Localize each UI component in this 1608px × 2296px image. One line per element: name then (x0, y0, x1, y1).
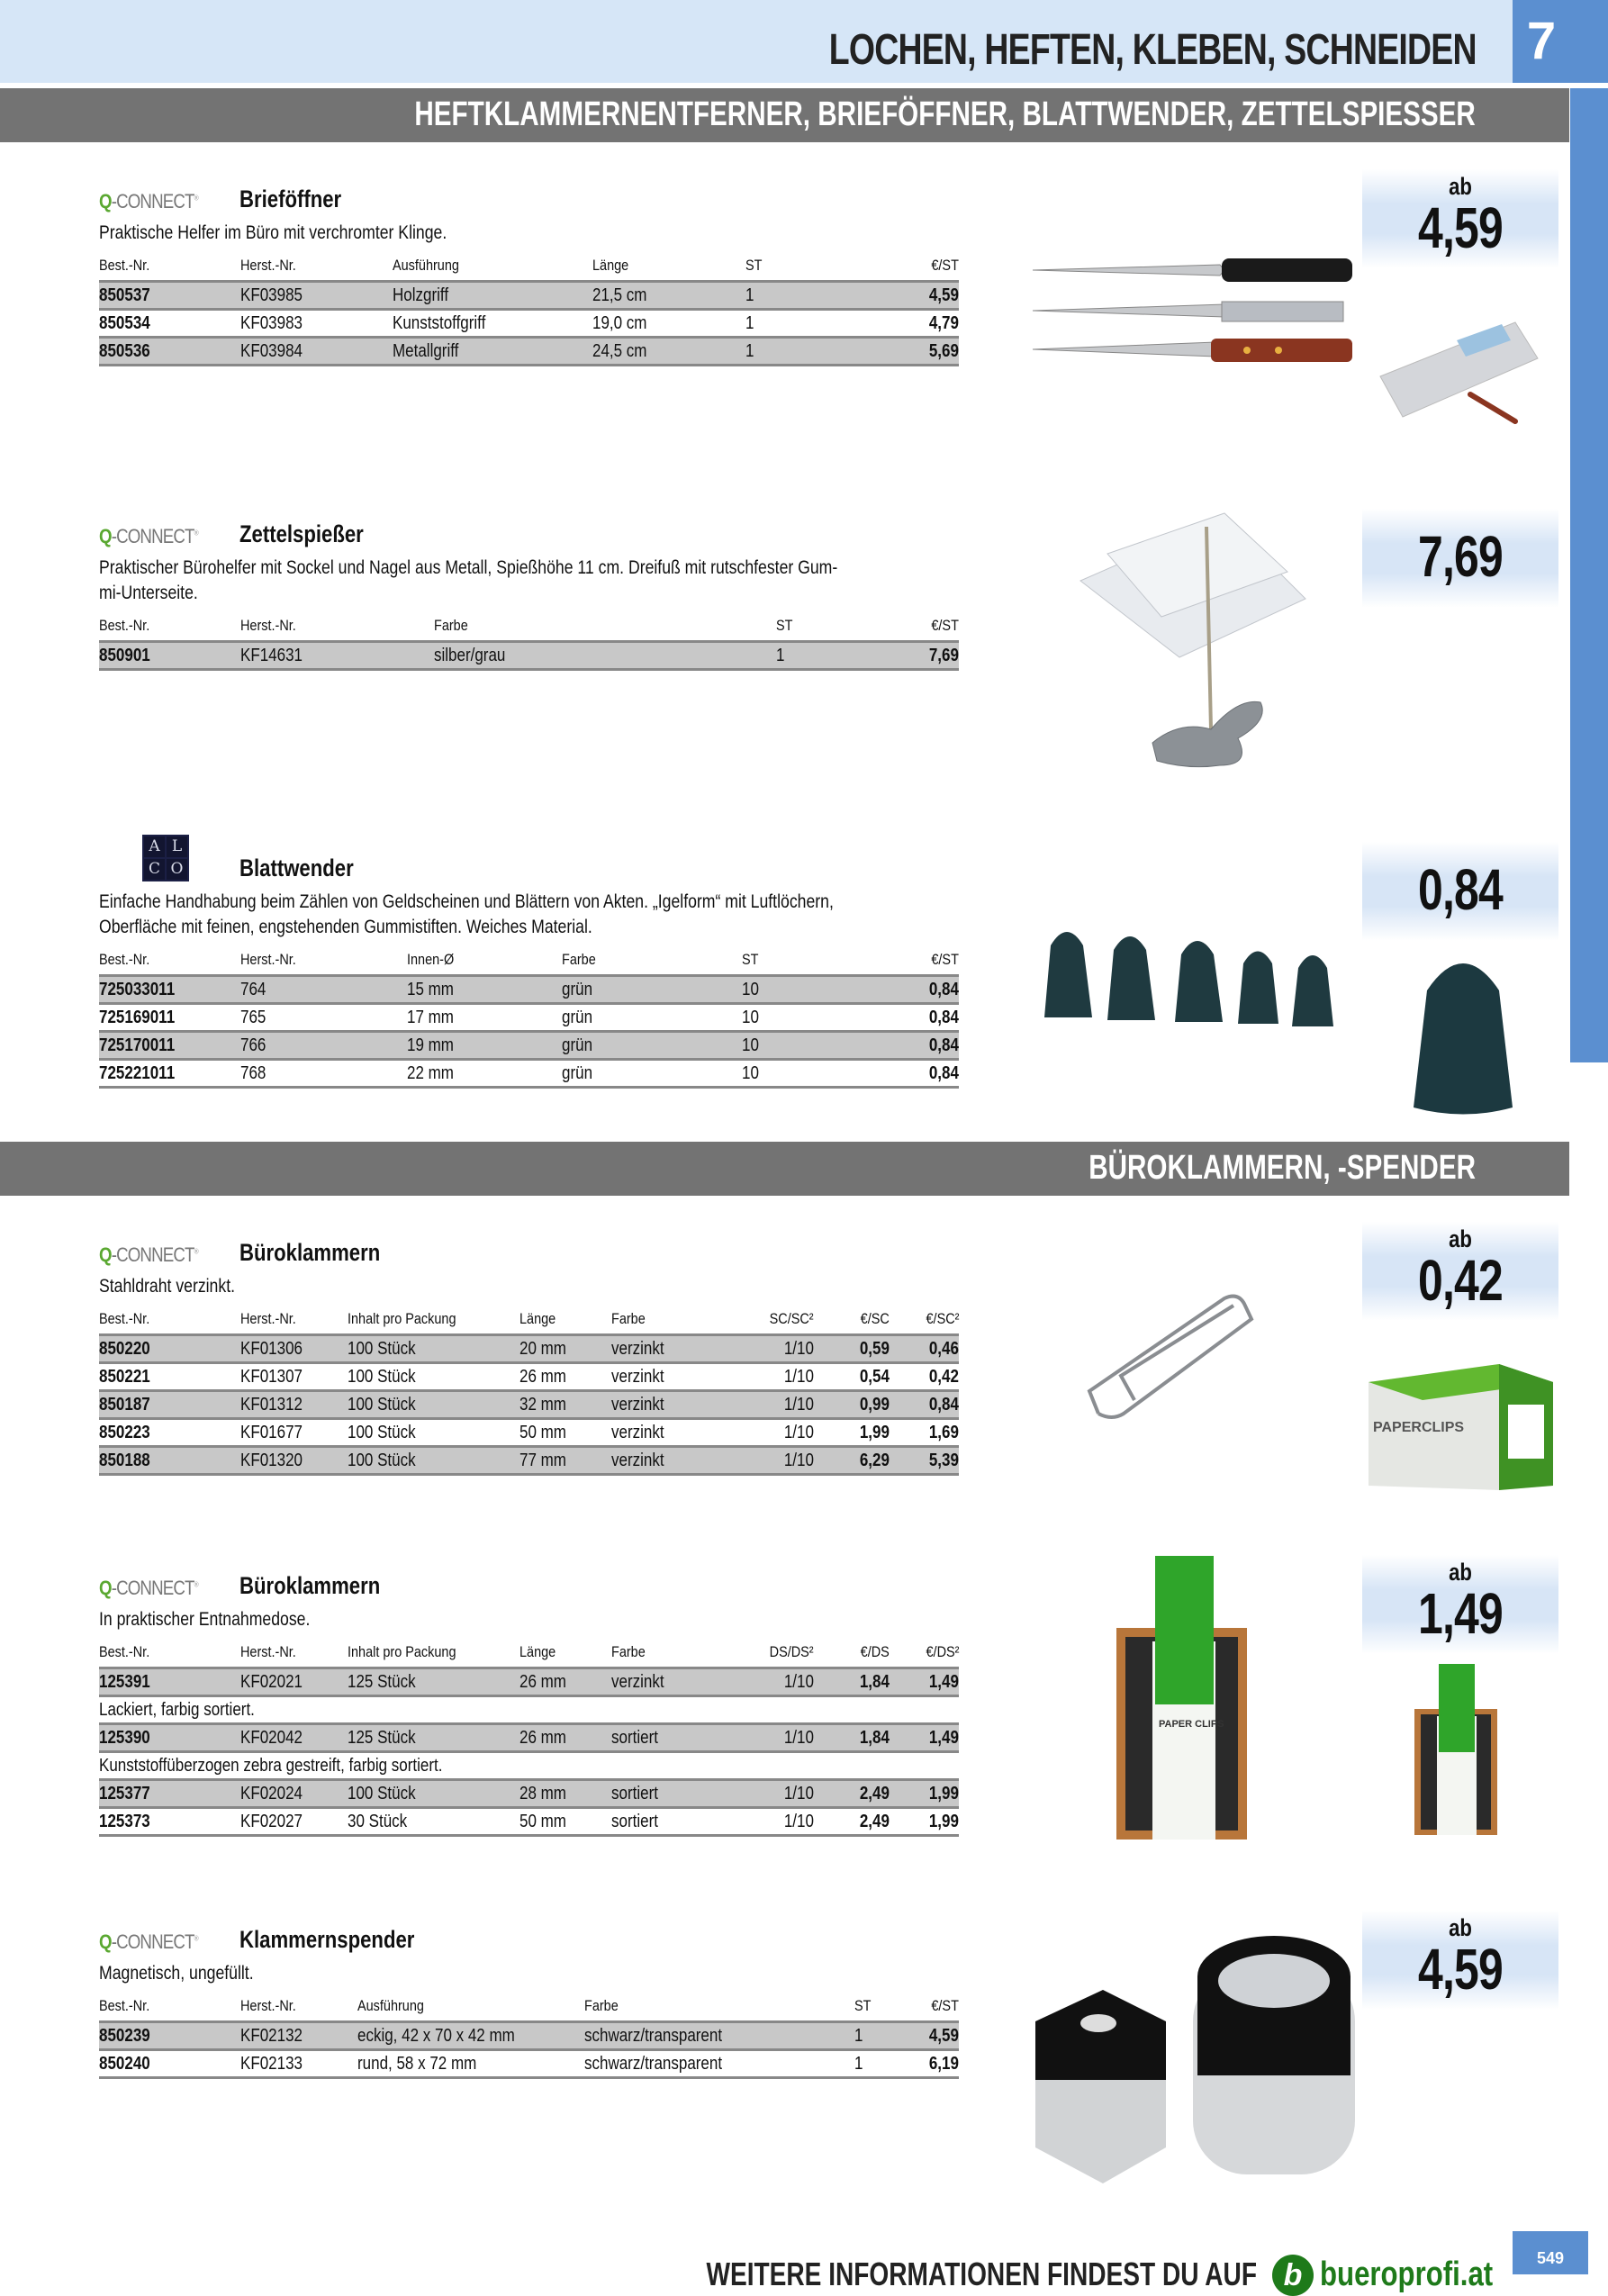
table-cell: 0,46 (890, 1335, 959, 1363)
table-cell: 125373 (99, 1808, 240, 1836)
table-cell: silber/grau (434, 642, 776, 670)
table-cell: verzinkt (611, 1363, 728, 1391)
table-cell: KF01320 (240, 1447, 348, 1475)
price-value: 0,84 (1417, 857, 1504, 922)
table-cell: 17 mm (407, 1004, 562, 1032)
product-table (99, 617, 959, 671)
chapter-side-strip (1570, 88, 1608, 1062)
table-cell: 100 Stück (348, 1335, 519, 1363)
table-cell: 28 mm (519, 1780, 611, 1808)
product-description: Einfache Handhabung beim Zählen von Geldscheinen und Blättern von Akten. „Igelform“ mit Luftlöchern, Oberfläche mit feinen, engstehenden Gummistiften. Weiches Material. (99, 891, 834, 937)
table-row[interactable] (99, 1032, 959, 1060)
col-header: Farbe (611, 1643, 646, 1660)
table-cell: 850901 (99, 642, 240, 670)
table-cell: 1 (776, 642, 860, 670)
price-prefix: ab (1449, 1559, 1472, 1586)
table-row[interactable] (99, 1724, 959, 1752)
table-cell: KF02021 (240, 1668, 348, 1696)
table-cell: Kunststoffüberzogen zebra gestreift, farbig sortiert. (99, 1752, 959, 1780)
table-cell: KF02042 (240, 1724, 348, 1752)
col-header: Best.-Nr. (99, 257, 150, 274)
col-header: Farbe (611, 1310, 646, 1327)
table-cell: 768 (240, 1060, 407, 1088)
table-cell: 6,29 (814, 1447, 890, 1475)
table-cell: 1,49 (890, 1668, 959, 1696)
table-cell: KF14631 (240, 642, 434, 670)
bueroprofi-logo-icon: b (1272, 2255, 1314, 2296)
table-cell: KF02133 (240, 2050, 357, 2078)
col-header: €/ST (931, 1997, 959, 2014)
table-row[interactable] (99, 1668, 959, 1696)
table-cell: 0,42 (890, 1363, 959, 1391)
col-header: €/SC (860, 1310, 890, 1327)
table-cell: Kunststoffgriff (393, 310, 592, 338)
table-cell: 765 (240, 1004, 407, 1032)
product-bueroklammern-entnahmedose (99, 1571, 959, 1837)
table-cell: 50 mm (519, 1419, 611, 1447)
table-cell: 0,99 (814, 1391, 890, 1419)
q-connect-logo: Q-CONNECT® (99, 1577, 198, 1599)
table-row[interactable] (99, 1808, 959, 1836)
price-value: 4,59 (1417, 195, 1504, 260)
price-value: 4,59 (1417, 1937, 1504, 2002)
table-cell: 1/10 (728, 1363, 814, 1391)
table-cell: 850239 (99, 2022, 240, 2050)
paperclip-dispenser-small-image (1412, 1664, 1502, 1844)
q-connect-logo: Q-CONNECT® (99, 1930, 198, 1953)
table-cell: schwarz/transparent (584, 2050, 854, 2078)
table-cell: 4,59 (860, 282, 959, 310)
table-cell: 100 Stück (348, 1780, 519, 1808)
table-cell: 850188 (99, 1447, 240, 1475)
table-cell: 1/10 (728, 1335, 814, 1363)
table-cell: 850223 (99, 1419, 240, 1447)
table-cell: KF02132 (240, 2022, 357, 2050)
col-header: Inhalt pro Packung (348, 1643, 456, 1660)
table-row[interactable] (99, 1419, 959, 1447)
table-note-row (99, 1752, 959, 1780)
table-cell: 1,99 (890, 1808, 959, 1836)
price-value: 1,49 (1417, 1581, 1504, 1646)
table-cell: 0,54 (814, 1363, 890, 1391)
section-bar-heftklammernentferner (0, 88, 1569, 142)
table-cell: 1/10 (728, 1447, 814, 1475)
col-header: Best.-Nr. (99, 1643, 150, 1660)
col-header: ST (742, 951, 759, 968)
table-row[interactable] (99, 2050, 959, 2078)
product-description: Stahldraht verzinkt. (99, 1276, 236, 1297)
table-cell: 850534 (99, 310, 240, 338)
table-cell: 0,84 (890, 1391, 959, 1419)
paperclip-dispenser-image (1112, 1556, 1256, 1844)
price-prefix: ab (1449, 1914, 1472, 1941)
product-bueroklammern-verzinkt (99, 1238, 959, 1476)
paperclip-image (1080, 1279, 1296, 1459)
col-header: €/DS² (926, 1643, 959, 1660)
chapter-number-tab[interactable]: 7 (1513, 0, 1570, 83)
price-box-brieffoeffner (1362, 169, 1558, 268)
table-cell: rund, 58 x 72 mm (357, 2050, 584, 2078)
product-brieffoeffner (99, 185, 959, 366)
col-header: Ausführung (393, 257, 459, 274)
product-title: Zettelspießer (239, 520, 364, 547)
col-header: ST (745, 257, 763, 274)
table-cell: 850220 (99, 1335, 240, 1363)
table-cell: 21,5 cm (592, 282, 745, 310)
table-cell: 100 Stück (348, 1447, 519, 1475)
table-row[interactable] (99, 642, 959, 670)
product-klammernspender (99, 1925, 959, 2079)
col-header: Innen-Ø (407, 951, 455, 968)
table-cell: KF02027 (240, 1808, 348, 1836)
table-row[interactable] (99, 976, 959, 1004)
price-box-bueroklammern (1362, 1222, 1558, 1321)
col-header: €/ST (931, 951, 959, 968)
table-cell: Holzgriff (393, 282, 592, 310)
col-header: Herst.-Nr. (240, 257, 296, 274)
table-cell: 77 mm (519, 1447, 611, 1475)
letter-opener-wood (1033, 339, 1352, 362)
finger-cones-image (1040, 914, 1355, 1040)
col-header: Herst.-Nr. (240, 617, 296, 634)
product-blattwender (99, 854, 959, 1089)
col-header: DS/DS² (770, 1643, 814, 1660)
section-bar-bueroklammern (0, 1142, 1569, 1196)
table-cell: 0,84 (860, 1032, 959, 1060)
product-table (99, 951, 959, 1089)
table-cell: grün (562, 976, 742, 1004)
product-title: Blattwender (239, 854, 354, 881)
page-number: 549 (1513, 2231, 1588, 2274)
table-cell: Metallgriff (393, 338, 592, 366)
table-cell: 1 (854, 2022, 905, 2050)
col-header: Länge (592, 257, 629, 274)
alco-logo: A L C O (142, 835, 189, 881)
col-header: Farbe (584, 1997, 619, 2014)
table-cell: 22 mm (407, 1060, 562, 1088)
table-cell: 1/10 (728, 1808, 814, 1836)
col-header: Länge (519, 1310, 556, 1327)
table-cell: verzinkt (611, 1419, 728, 1447)
table-cell: 10 (742, 976, 860, 1004)
table-cell: 10 (742, 1032, 860, 1060)
table-cell: 0,59 (814, 1335, 890, 1363)
table-cell: eckig, 42 x 70 x 42 mm (357, 2022, 584, 2050)
table-cell: 20 mm (519, 1335, 611, 1363)
table-cell: 5,69 (860, 338, 959, 366)
table-cell: KF01307 (240, 1363, 348, 1391)
price-value: 7,69 (1417, 524, 1504, 589)
table-cell: 15 mm (407, 976, 562, 1004)
table-cell: 125377 (99, 1780, 240, 1808)
table-cell: 50 mm (519, 1808, 611, 1836)
table-cell: 1/10 (728, 1724, 814, 1752)
letter-opener-black (1033, 258, 1352, 282)
table-cell: 1 (745, 338, 860, 366)
table-cell: 1,84 (814, 1668, 890, 1696)
product-zettelspiesser (99, 520, 959, 671)
table-cell: 100 Stück (348, 1363, 519, 1391)
product-description: In praktischer Entnahmedose. (99, 1609, 311, 1630)
product-table (99, 257, 959, 366)
table-cell: KF01306 (240, 1335, 348, 1363)
table-cell: 30 Stück (348, 1808, 519, 1836)
table-cell: 19 mm (407, 1032, 562, 1060)
col-header: ST (854, 1997, 872, 2014)
table-cell: 100 Stück (348, 1391, 519, 1419)
table-cell: 26 mm (519, 1724, 611, 1752)
table-row[interactable] (99, 1363, 959, 1391)
footer-info-text: WEITERE INFORMATIONEN FINDEST DU AUF (706, 2255, 1257, 2292)
product-title: Büroklammern (239, 1239, 381, 1266)
col-header: Inhalt pro Packung (348, 1310, 456, 1327)
col-header: €/SC² (926, 1310, 959, 1327)
table-cell: 19,0 cm (592, 310, 745, 338)
table-cell: 6,19 (905, 2050, 959, 2078)
table-row[interactable] (99, 1004, 959, 1032)
svg-text:PAPER CLIPS: PAPER CLIPS (1159, 1719, 1224, 1730)
table-cell: grün (562, 1060, 742, 1088)
letter-opener-image (1031, 252, 1355, 369)
table-cell: 125 Stück (348, 1668, 519, 1696)
table-cell: verzinkt (611, 1447, 728, 1475)
table-cell: 10 (742, 1060, 860, 1088)
product-table (99, 1310, 959, 1476)
table-cell: 1/10 (728, 1668, 814, 1696)
table-cell: 1 (745, 310, 860, 338)
table-cell: verzinkt (611, 1391, 728, 1419)
col-header: Best.-Nr. (99, 1310, 150, 1327)
table-cell: schwarz/transparent (584, 2022, 854, 2050)
table-cell: 125391 (99, 1668, 240, 1696)
table-cell: grün (562, 1032, 742, 1060)
product-title: Klammernspender (239, 1926, 415, 1953)
product-table (99, 1997, 959, 2079)
product-title: Brieföffner (239, 185, 342, 212)
chapter-tab-edge (1570, 0, 1608, 83)
table-cell: 850221 (99, 1363, 240, 1391)
col-header: €/DS (860, 1643, 890, 1660)
table-cell: sortiert (611, 1808, 728, 1836)
table-row[interactable] (99, 1391, 959, 1419)
price-box-klammernspender (1362, 1911, 1558, 2010)
col-header: €/ST (931, 617, 959, 634)
col-header: Best.-Nr. (99, 1997, 150, 2014)
section-title: BÜROKLAMMERN, -SPENDER (1089, 1149, 1476, 1187)
table-cell: 766 (240, 1032, 407, 1060)
table-cell: 1/10 (728, 1391, 814, 1419)
table-row[interactable] (99, 282, 959, 310)
col-header: ST (776, 617, 793, 634)
table-cell: 26 mm (519, 1668, 611, 1696)
table-cell: 0,84 (860, 976, 959, 1004)
col-header: Best.-Nr. (99, 617, 150, 634)
col-header: Ausführung (357, 1997, 424, 2014)
q-connect-logo: Q-CONNECT® (99, 1243, 198, 1266)
table-cell: 4,59 (905, 2022, 959, 2050)
finger-cone-closeup-image (1400, 945, 1526, 1116)
col-header: Herst.-Nr. (240, 951, 296, 968)
table-cell: verzinkt (611, 1668, 728, 1696)
table-row[interactable] (99, 310, 959, 338)
table-row[interactable] (99, 1780, 959, 1808)
table-cell: 850187 (99, 1391, 240, 1419)
table-cell: 850537 (99, 282, 240, 310)
table-cell: 764 (240, 976, 407, 1004)
paperclip-box-image (1364, 1342, 1558, 1495)
table-cell: KF03984 (240, 338, 393, 366)
table-cell: sortiert (611, 1780, 728, 1808)
table-cell: 850240 (99, 2050, 240, 2078)
table-row[interactable] (99, 1060, 959, 1088)
table-cell: KF03983 (240, 310, 393, 338)
product-description: Magnetisch, ungefüllt. (99, 1963, 254, 1984)
table-cell: 1 (745, 282, 860, 310)
table-cell: 0,84 (860, 1060, 959, 1088)
table-cell: 5,39 (890, 1447, 959, 1475)
table-cell: 725169011 (99, 1004, 240, 1032)
table-cell: 4,79 (860, 310, 959, 338)
table-cell: 0,84 (860, 1004, 959, 1032)
table-cell: 725033011 (99, 976, 240, 1004)
table-row[interactable] (99, 1335, 959, 1363)
q-connect-logo: Q-CONNECT® (99, 525, 198, 547)
chapter-title: LOCHEN, HEFTEN, KLEBEN, SCHNEIDEN (829, 26, 1477, 74)
table-cell: 850536 (99, 338, 240, 366)
col-header: Länge (519, 1643, 556, 1660)
letter-opener-metal (1033, 302, 1343, 321)
col-header: Farbe (562, 951, 596, 968)
price-prefix: ab (1449, 1225, 1472, 1252)
table-cell: 2,49 (814, 1808, 890, 1836)
table-cell: 725170011 (99, 1032, 240, 1060)
product-description: Praktischer Bürohelfer mit Sockel und Nagel aus Metall, Spießhöhe 11 cm. Dreifuß mit rutschfester Gum- mi-Unterseite. (99, 557, 838, 603)
table-cell: sortiert (611, 1724, 728, 1752)
spike-holder-image (1044, 509, 1342, 779)
svg-text:PAPERCLIPS: PAPERCLIPS (1373, 1420, 1465, 1435)
clip-dispenser-image (1031, 1922, 1337, 2183)
col-header: Herst.-Nr. (240, 1643, 296, 1660)
col-header: €/ST (931, 257, 959, 274)
price-prefix: ab (1449, 173, 1472, 200)
col-header: Herst.-Nr. (240, 1310, 296, 1327)
table-cell: 1,49 (890, 1724, 959, 1752)
q-connect-logo: Q-CONNECT® (99, 190, 198, 212)
letter-opener-envelope-image (1367, 304, 1556, 430)
table-cell: 725221011 (99, 1060, 240, 1088)
product-description: Praktische Helfer im Büro mit verchromter Klinge. (99, 222, 447, 243)
price-box-blattwender (1362, 842, 1558, 941)
table-cell: 24,5 cm (592, 338, 745, 366)
footer-website-link[interactable]: bueroprofi.at (1320, 2255, 1494, 2293)
product-table (99, 1643, 959, 1837)
table-cell: 1/10 (728, 1419, 814, 1447)
table-cell: 1,99 (814, 1419, 890, 1447)
table-cell: 125390 (99, 1724, 240, 1752)
price-box-zettelspiesser (1362, 509, 1558, 608)
table-cell: verzinkt (611, 1335, 728, 1363)
table-cell: 125 Stück (348, 1724, 519, 1752)
table-cell: 10 (742, 1004, 860, 1032)
table-row[interactable] (99, 338, 959, 366)
table-cell: KF03985 (240, 282, 393, 310)
product-title: Büroklammern (239, 1572, 381, 1599)
table-cell: KF02024 (240, 1780, 348, 1808)
col-header: SC/SC² (770, 1310, 814, 1327)
table-cell: 26 mm (519, 1363, 611, 1391)
table-row[interactable] (99, 1447, 959, 1475)
price-value: 0,42 (1417, 1248, 1504, 1313)
table-cell: 100 Stück (348, 1419, 519, 1447)
table-cell: 32 mm (519, 1391, 611, 1419)
table-cell: 1,69 (890, 1419, 959, 1447)
col-header: Herst.-Nr. (240, 1997, 296, 2014)
price-box-bueroklammern-dose (1362, 1555, 1558, 1654)
table-cell: 1,99 (890, 1780, 959, 1808)
table-note-row (99, 1696, 959, 1724)
table-cell: 1 (854, 2050, 905, 2078)
table-cell: 1,84 (814, 1724, 890, 1752)
col-header: Best.-Nr. (99, 951, 150, 968)
table-cell: 2,49 (814, 1780, 890, 1808)
table-cell: 7,69 (860, 642, 959, 670)
table-cell: KF01677 (240, 1419, 348, 1447)
table-cell: grün (562, 1004, 742, 1032)
section-title: HEFTKLAMMERNENTFERNER, BRIEFÖFFNER, BLATTWENDER, ZETTELSPIESSER (414, 95, 1476, 133)
table-cell: KF01312 (240, 1391, 348, 1419)
table-cell: Lackiert, farbig sortiert. (99, 1696, 959, 1724)
col-header: Farbe (434, 617, 468, 634)
table-row[interactable] (99, 2022, 959, 2050)
table-cell: 1/10 (728, 1780, 814, 1808)
